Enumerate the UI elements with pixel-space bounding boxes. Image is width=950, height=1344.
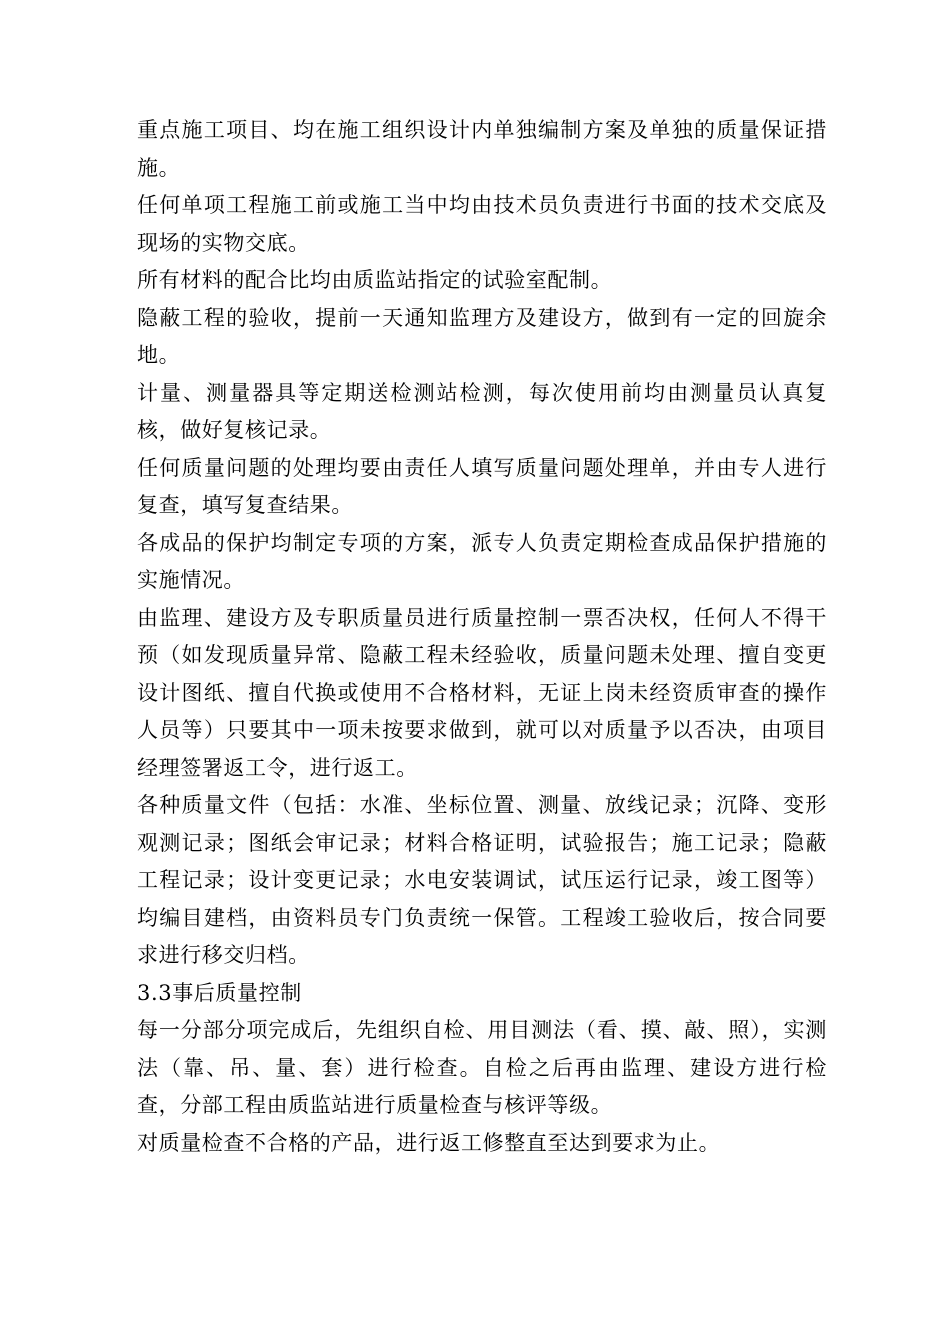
paragraph-technical-briefing: 任何单项工程施工前或施工当中均由技术员负责进行书面的技术交底及现场的实物交底。 xyxy=(137,193,827,255)
paragraph-quality-issue-handling: 任何质量问题的处理均要由责任人填写质量问题处理单，并由专人进行复查，填写复查结果。 xyxy=(137,455,827,517)
paragraph-mix-ratio: 所有材料的配合比均由质监站指定的试验室配制。 xyxy=(137,268,613,292)
paragraph-measuring-instruments: 计量、测量器具等定期送检测站检测，每次使用前均由测量员认真复核，做好复核记录。 xyxy=(137,380,827,442)
paragraph-veto-power: 由监理、建设方及专职质量员进行质量控制一票否决权，任何人不得干预（如发现质量异常、隐蔽工程未经验收，质量问题未处理、擅自变更设计图纸、擅自代换或使用不合格材料，无证上岗未经资质审查的操作人员等）只要其中一项未按要求做到，就可以对质量予以否决，由项目经理签署返工令，进行返工。 xyxy=(137,605,827,780)
section-heading: 3.3事后质量控制 xyxy=(137,980,302,1005)
paragraph-key-projects: 重点施工项目、均在施工组织设计内单独编制方案及单独的质量保证措施。 xyxy=(137,118,827,180)
paragraph-quality-documents: 各种质量文件（包括：水准、坐标位置、测量、放线记录；沉降、变形观测记录；图纸会审记录；材料合格证明，试验报告；施工记录；隐蔽工程记录；设计变更记录；水电安装调试，试压运行记录，竣工图等）均编目建档，由资料员专门负责统一保管。工程竣工验收后，按合同要求进行移交归档。 xyxy=(137,793,827,967)
document-body xyxy=(137,112,827,1162)
paragraph-product-protection: 各成品的保护均制定专项的方案，派专人负责定期检查成品保护措施的实施情况。 xyxy=(137,530,827,592)
paragraph-rework: 对质量检查不合格的产品，进行返工修整直至达到要求为止。 xyxy=(137,1130,721,1155)
paragraph-self-inspection: 每一分部分项完成后，先组织自检、用目测法（看、摸、敲、照），实测法（靠、吊、量、套）进行检查。自检之后再由监理、建设方进行检查，分部工程由质监站进行质量检查与核评等级。 xyxy=(137,1018,827,1117)
paragraph-concealed-acceptance: 隐蔽工程的验收，提前一天通知监理方及建设方，做到有一定的回旋余地。 xyxy=(137,305,827,367)
